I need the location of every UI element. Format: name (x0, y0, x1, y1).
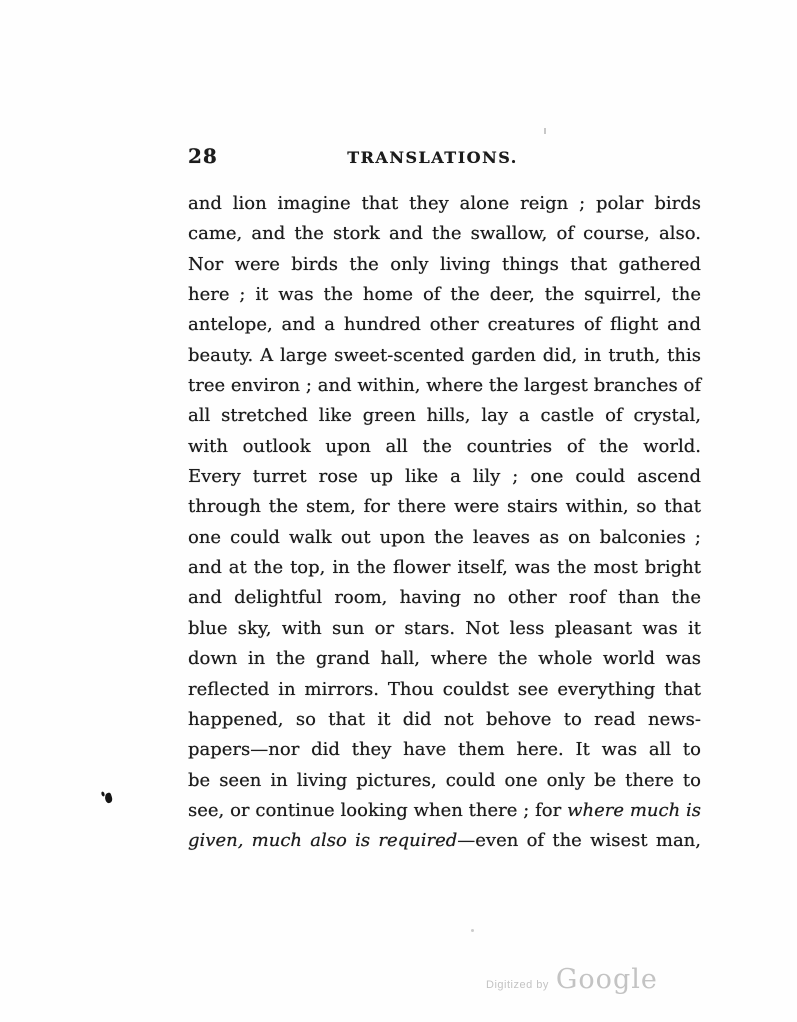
text-segment: came, and the stork and the swallow, of course, also. (188, 223, 701, 245)
text-line (188, 280, 701, 310)
text-segment: with outlook upon all the countries of the world. (188, 435, 701, 457)
text-line (188, 553, 701, 583)
text-segment: papers—nor did they have them here. It was all to (188, 739, 701, 761)
text-line (188, 705, 701, 735)
text-line (188, 735, 701, 765)
text-segment: —even of the wisest man, (457, 830, 701, 852)
text-line (188, 523, 701, 553)
page-text (188, 189, 701, 857)
text-line (188, 826, 701, 856)
text-segment: down in the grand hall, where the whole world was (188, 648, 701, 670)
text-segment: and at the top, in the flower itself, was the most bright (188, 557, 701, 579)
text-segment: antelope, and a hundred other creatures of flight and (188, 314, 701, 336)
text-line (188, 432, 701, 462)
running-title: TRANSLATIONS. (347, 148, 518, 167)
text-line (188, 644, 701, 674)
digitized-by-watermark (486, 964, 658, 995)
text-line (188, 189, 701, 219)
digitized-by-label: Digitized by (486, 979, 549, 991)
text-segment: Nor were birds the only living things that gathered (188, 253, 701, 275)
scan-speck (471, 929, 474, 932)
text-line (188, 796, 701, 826)
text-segment: all stretched like green hills, lay a castle of crystal, (188, 405, 701, 427)
text-line (188, 401, 701, 431)
google-logo: Google (555, 964, 658, 995)
text-line (188, 371, 701, 401)
ink-blot-mark (104, 792, 114, 804)
text-segment: and lion imagine that they alone reign ; polar birds (188, 193, 701, 214)
text-segment: here ; it was the home of the deer, the squirrel, the (188, 284, 701, 306)
text-line (188, 675, 701, 705)
text-segment: through the stem, for there were stairs within, so that (188, 496, 701, 518)
text-segment: happened, so that it did not behove to read news- (188, 708, 701, 730)
text-line (188, 462, 701, 492)
text-segment: be seen in living pictures, could one only be there to (188, 769, 701, 791)
italic-text-segment: given, much also is required (188, 830, 458, 852)
text-line (188, 341, 701, 371)
text-segment: beauty. A large sweet-scented garden did, in truth, this (188, 344, 701, 366)
text-segment: and delightful room, having no other roof than the (188, 587, 701, 609)
text-line (188, 310, 701, 340)
text-segment: Every turret rose up like a lily ; one could ascend (188, 466, 701, 488)
text-line (188, 614, 701, 644)
text-segment: one could walk out upon the leaves as on balconies ; (188, 526, 701, 548)
page-number: 28 (188, 144, 218, 168)
text-segment: tree environ ; and within, where the largest branches of (188, 375, 701, 397)
text-segment: reflected in mirrors. Thou couldst see everything that (188, 678, 701, 700)
text-segment: blue sky, with sun or stars. Not less pleasant was it (188, 617, 701, 639)
text-line (188, 766, 701, 796)
text-segment: see, or continue looking when there ; for (188, 799, 568, 821)
text-line (188, 583, 701, 613)
text-line (188, 250, 701, 280)
italic-text-segment: where much is (567, 799, 701, 821)
text-line (188, 219, 701, 249)
scan-speck (544, 128, 546, 134)
text-line (188, 492, 701, 522)
